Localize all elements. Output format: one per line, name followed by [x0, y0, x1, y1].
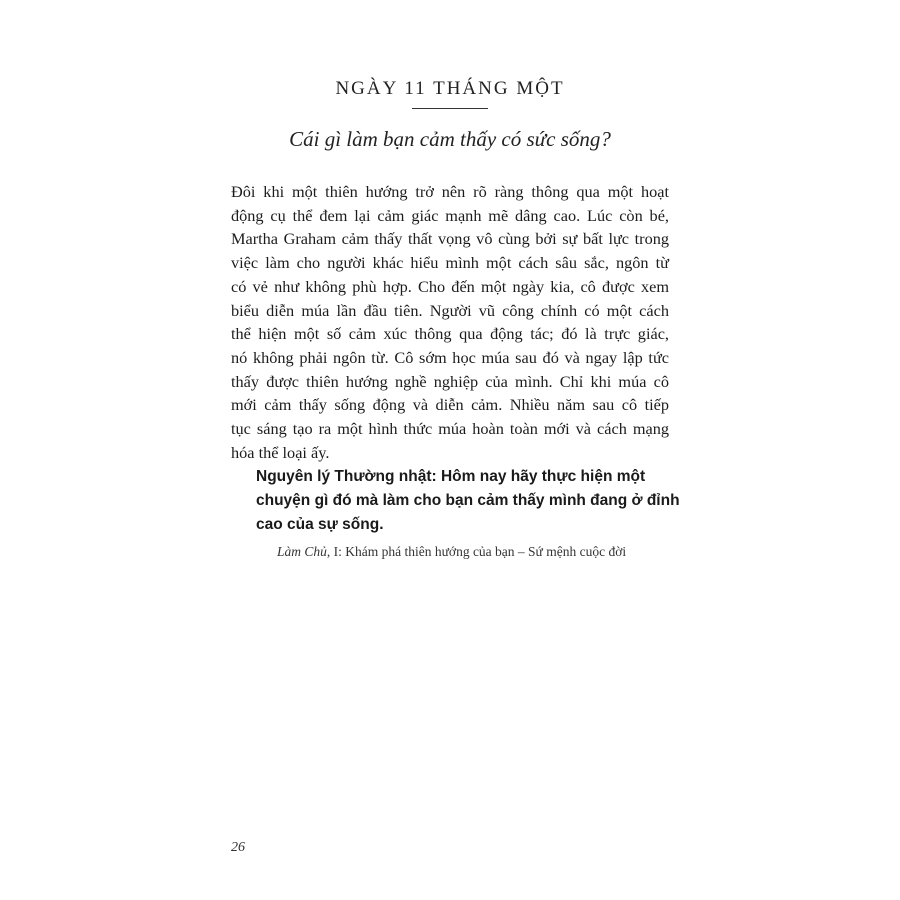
body-line: mới cảm thấy sống động và diễn cảm. Nhiều năm sau cô tiếp — [231, 395, 669, 415]
body-line: động cụ thể đem lại cảm giác mạnh mẽ dâng cao. Lúc còn bé, — [231, 205, 669, 225]
body-line: có vẻ như không phù hợp. Cho đến một ngày kia, cô được xem — [231, 276, 669, 296]
body-line: hóa thể loại ấy. — [231, 442, 330, 462]
source-chapter: , I: Khám phá thiên hướng của bạn – Sứ mệnh cuộc đời — [326, 544, 627, 559]
body-line: biểu diễn múa lần đầu tiên. Người vũ công chính có một cách — [231, 300, 669, 320]
source-book-title: Làm Chủ — [277, 544, 327, 559]
body-paragraph — [231, 180, 669, 464]
body-line: thấy được thiên hướng nghề nghiệp của mình. Chỉ khi múa cô — [231, 371, 669, 391]
body-line: tục sáng tạo ra một hình thức múa hoàn toàn mới và cách mạng — [231, 419, 669, 439]
source-citation — [277, 544, 697, 560]
body-line: nó không phải ngôn từ. Cô sớm học múa sau đó và ngay lập tức — [231, 347, 669, 367]
body-line: Đôi khi một thiên hướng trở nên rõ ràng thông qua một hoạt — [231, 182, 669, 201]
heading-divider — [412, 108, 488, 109]
daily-principle — [256, 465, 680, 537]
page-heading: NGÀY 11 THÁNG MỘT — [335, 78, 565, 99]
body-line: Martha Graham cảm thấy thất vọng vô cùng bởi sự bất lực trong — [231, 229, 669, 249]
principle-line: Nguyên lý Thường nhật: Hôm nay hãy thực hiện một — [256, 468, 646, 485]
body-line: việc làm cho người khác hiểu mình một cách sâu sắc, ngôn từ — [231, 253, 669, 273]
page-number: 26 — [231, 840, 245, 855]
page-subtitle: Cái gì làm bạn cảm thấy có sức sống? — [289, 127, 611, 151]
principle-line: cao của sự sống. — [256, 516, 384, 533]
body-line: thể hiện một số cảm xúc thông qua động tác; đó là trực giác, — [231, 324, 669, 344]
principle-line: chuyện gì đó mà làm cho bạn cảm thấy mình đang ở đỉnh — [256, 492, 680, 509]
